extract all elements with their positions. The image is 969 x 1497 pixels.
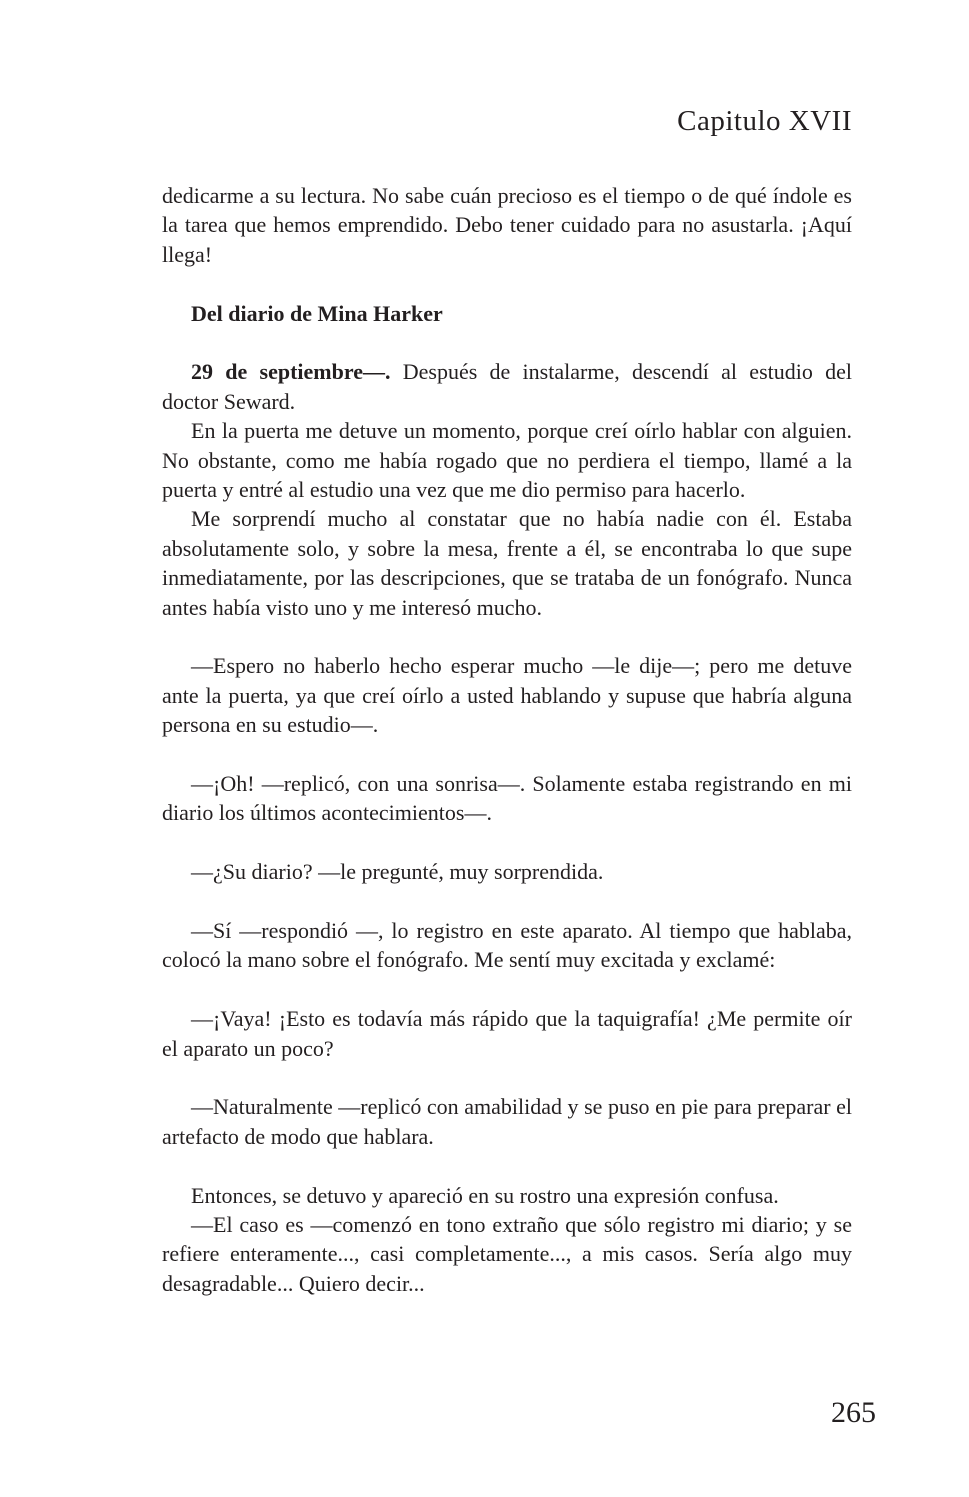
blank-line [162,887,852,916]
paragraph-dialogue: —Sí —respondió —, lo registro en este aparato. Al tiempo que hablaba, colocó la mano sobre el fonógrafo. Me sentí muy excitada y exclamé: [162,918,852,973]
blank-line [162,1063,852,1092]
paragraph-diary-entry [162,357,852,416]
paragraph-dialogue: —El caso es —comenzó en tono extraño que sólo registro mi diario; y se refiere enteramente..., casi completamente..., a mis casos. Sería algo muy desagradable... Quiero decir... [162,1212,852,1296]
paragraph-dialogue: —Espero no haberlo hecho esperar mucho —le dije—; pero me detuve ante la puerta, ya que creí oírlo a usted hablando y supuse que habría alguna persona en su estudio—. [162,653,852,738]
blank-line [162,269,852,298]
blank-line [162,740,852,769]
page-number: 265 [831,1396,876,1429]
blank-line [162,1151,852,1180]
diary-date: 29 de septiembre—. [191,359,391,385]
paragraph: En la puerta me detuve un momento, porque creí oírlo hablar con alguien. No obstante, como me había rogado que no perdiera el tiempo, llamé a la puerta y entré al estudio una vez que me dio permiso para hacerlo. [162,418,852,503]
blank-line [162,328,852,357]
paragraph-continuation: dedicarme a su lectura. No sabe cuán precioso es el tiempo o de qué índole es la tarea que hemos emprendido. Debo tener cuidado para no asustarla. ¡Aquí llega! [162,183,852,267]
paragraph-dialogue: —¡Vaya! ¡Esto es todavía más rápido que la taquigrafía! ¿Me permite oír el aparato un poco? [162,1006,852,1061]
blank-line [162,975,852,1004]
blank-line [162,622,852,651]
diary-entry-text: Después de instalarme, descendí al estudio del doctor Seward. [162,359,852,414]
paragraph-dialogue: —¿Su diario? —le pregunté, muy sorprendida. [191,859,604,885]
blank-line [162,828,852,857]
page-body [162,181,852,1298]
paragraph: Entonces, se detuvo y apareció en su rostro una expresión confusa. [191,1182,779,1208]
paragraph-dialogue: —Naturalmente —replicó con amabilidad y se puso en pie para preparar el artefacto de modo que hablara. [162,1094,852,1149]
paragraph: Me sorprendí mucho al constatar que no había nadie con él. Estaba absolutamente solo, y sobre la mesa, frente a él, se encontraba lo que supe inmediatamente, por las descripciones, que se trataba de un fonógrafo. Nunca antes había visto uno y me interesó mucho. [162,506,852,620]
chapter-running-head: Capitulo XVII [677,105,852,137]
paragraph-dialogue: —¡Oh! —replicó, con una sonrisa—. Solamente estaba registrando en mi diario los últimos acontecimientos—. [162,771,852,826]
section-heading: Del diario de Mina Harker [191,300,443,326]
